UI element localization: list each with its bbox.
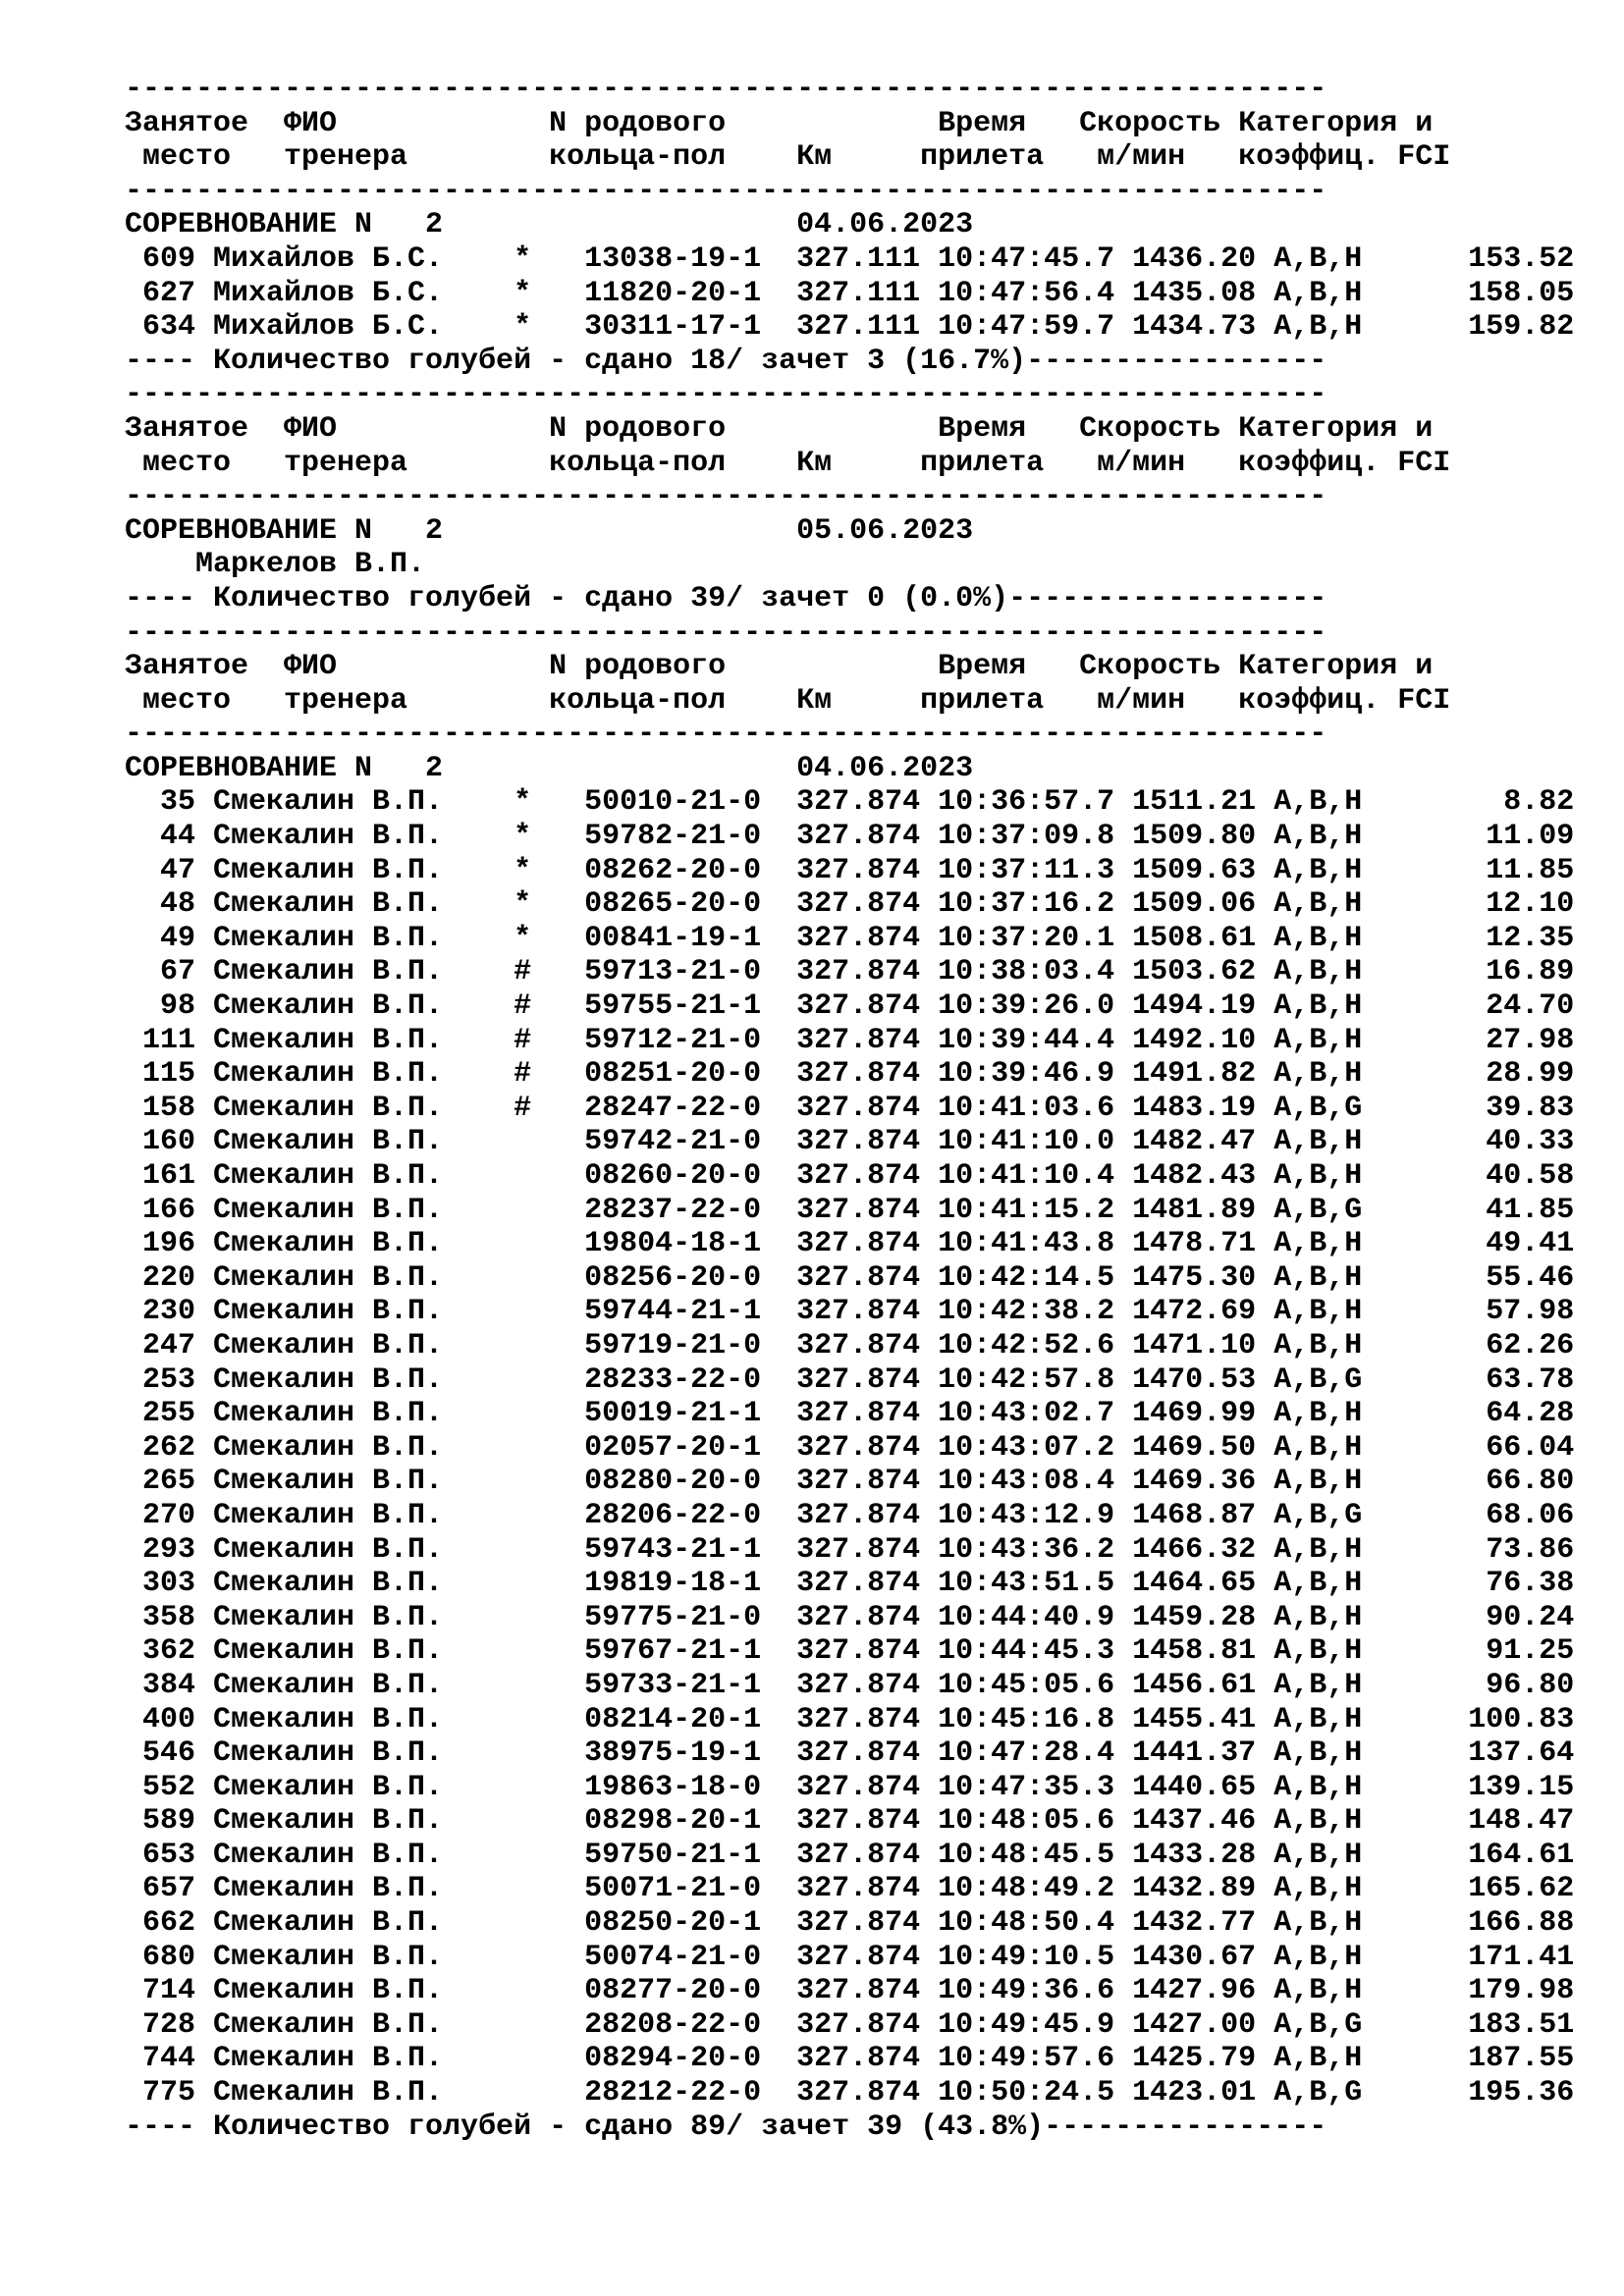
- separator-line: --------------------------------------------------------------------: [125, 718, 1327, 752]
- column-header-line1: Занятое ФИО N родового Время Скорость Категория и: [125, 106, 1434, 140]
- result-row: 35 Смекалин В.П. * 50010-21-0 327.874 10:36:57.7 1511.21 A,B,H 8.82: [125, 785, 1575, 820]
- result-row: 49 Смекалин В.П. * 00841-19-1 327.874 10:37:20.1 1508.61 A,B,H 12.35: [125, 921, 1575, 955]
- result-row: 48 Смекалин В.П. * 08265-20-0 327.874 10:37:16.2 1509.06 A,B,H 12.10: [125, 887, 1575, 922]
- result-row: 552 Смекалин В.П. 19863-18-0 327.874 10:47:35.3 1440.65 A,B,H 139.15: [125, 1770, 1575, 1804]
- result-row: 98 Смекалин В.П. # 59755-21-1 327.874 10:39:26.0 1494.19 A,B,H 24.70: [125, 989, 1575, 1024]
- result-row: 400 Смекалин В.П. 08214-20-1 327.874 10:45:16.8 1455.41 A,B,H 100.83: [125, 1702, 1575, 1736]
- result-row: 589 Смекалин В.П. 08298-20-1 327.874 10:48:05.6 1437.46 A,B,H 148.47: [125, 1804, 1575, 1839]
- result-row: 67 Смекалин В.П. # 59713-21-0 327.874 10:38:03.4 1503.62 A,B,H 16.89: [125, 955, 1575, 989]
- result-row: 158 Смекалин В.П. # 28247-22-0 327.874 10:41:03.6 1483.19 A,B,G 39.83: [125, 1091, 1575, 1125]
- separator-line: --------------------------------------------------------------------: [125, 73, 1327, 106]
- result-row: 728 Смекалин В.П. 28208-22-0 327.874 10:49:45.9 1427.00 A,B,G 183.51: [125, 2007, 1575, 2042]
- result-row: 44 Смекалин В.П. * 59782-21-0 327.874 10:37:09.8 1509.80 A,B,H 11.09: [125, 820, 1575, 854]
- separator-line: --------------------------------------------------------------------: [125, 378, 1327, 412]
- trainer-name-line: Маркелов В.П.: [125, 548, 426, 582]
- result-row: 358 Смекалин В.П. 59775-21-0 327.874 10:44:40.9 1459.28 A,B,H 90.24: [125, 1600, 1575, 1634]
- result-row: 255 Смекалин В.П. 50019-21-1 327.874 10:43:02.7 1469.99 A,B,H 64.28: [125, 1397, 1575, 1431]
- separator-line: --------------------------------------------------------------------: [125, 480, 1327, 514]
- result-row: 744 Смекалин В.П. 08294-20-0 327.874 10:49:57.6 1425.79 A,B,H 187.55: [125, 2042, 1575, 2076]
- result-row: 111 Смекалин В.П. # 59712-21-0 327.874 10:39:44.4 1492.10 A,B,H 27.98: [125, 1023, 1575, 1057]
- result-row: 115 Смекалин В.П. # 08251-20-0 327.874 10:39:46.9 1491.82 A,B,H 28.99: [125, 1057, 1575, 1092]
- column-header-line1: Занятое ФИО N родового Время Скорость Категория и: [125, 411, 1434, 446]
- result-row: 775 Смекалин В.П. 28212-22-0 327.874 10:50:24.5 1423.01 A,B,G 195.36: [125, 2076, 1575, 2110]
- result-row: 662 Смекалин В.П. 08250-20-1 327.874 10:48:50.4 1432.77 A,B,H 166.88: [125, 1906, 1575, 1941]
- result-row: 546 Смекалин В.П. 38975-19-1 327.874 10:47:28.4 1441.37 A,B,H 137.64: [125, 1736, 1575, 1771]
- column-header-line1: Занятое ФИО N родового Время Скорость Категория и: [125, 650, 1434, 684]
- competition-title: СОРЕВНОВАНИЕ N 2 04.06.2023: [125, 751, 974, 785]
- result-row: 714 Смекалин В.П. 08277-20-0 327.874 10:49:36.6 1427.96 A,B,H 179.98: [125, 1974, 1575, 2008]
- result-row: 653 Смекалин В.П. 59750-21-1 327.874 10:48:45.5 1433.28 A,B,H 164.61: [125, 1838, 1575, 1872]
- result-row: 160 Смекалин В.П. 59742-21-0 327.874 10:41:10.0 1482.47 A,B,H 40.33: [125, 1125, 1575, 1159]
- result-row: 634 Михайлов Б.С. * 30311-17-1 327.111 10:47:59.7 1434.73 A,B,H 159.82: [125, 310, 1575, 345]
- result-row: 196 Смекалин В.П. 19804-18-1 327.874 10:41:43.8 1478.71 A,B,H 49.41: [125, 1227, 1575, 1261]
- competition-title: СОРЕВНОВАНИЕ N 2 04.06.2023: [125, 208, 974, 242]
- result-row: 47 Смекалин В.П. * 08262-20-0 327.874 10:37:11.3 1509.63 A,B,H 11.85: [125, 853, 1575, 887]
- result-row: 609 Михайлов Б.С. * 13038-19-1 327.111 10:47:45.7 1436.20 A,B,H 153.52: [125, 241, 1575, 276]
- result-row: 166 Смекалин В.П. 28237-22-0 327.874 10:41:15.2 1481.89 A,B,G 41.85: [125, 1193, 1575, 1227]
- result-row: 265 Смекалин В.П. 08280-20-0 327.874 10:43:08.4 1469.36 A,B,H 66.80: [125, 1465, 1575, 1499]
- result-row: 270 Смекалин В.П. 28206-22-0 327.874 10:43:12.9 1468.87 A,B,G 68.06: [125, 1498, 1575, 1532]
- result-row: 680 Смекалин В.П. 50074-21-0 327.874 10:49:10.5 1430.67 A,B,H 171.41: [125, 1940, 1575, 1974]
- column-header-line2: место тренера кольца-пол Км прилета м/мин коэффиц. FCI: [125, 140, 1451, 175]
- section-summary: ---- Количество голубей - сдано 89/ зачет 39 (43.8%)----------------: [125, 2109, 1327, 2144]
- result-row: 220 Смекалин В.П. 08256-20-0 327.874 10:42:14.5 1475.30 A,B,H 55.46: [125, 1260, 1575, 1295]
- separator-line: --------------------------------------------------------------------: [125, 174, 1327, 208]
- competition-title: СОРЕВНОВАНИЕ N 2 05.06.2023: [125, 513, 974, 548]
- column-header-line2: место тренера кольца-пол Км прилета м/мин коэффиц. FCI: [125, 683, 1451, 718]
- result-row: 293 Смекалин В.П. 59743-21-1 327.874 10:43:36.2 1466.32 A,B,H 73.86: [125, 1532, 1575, 1567]
- result-row: 627 Михайлов Б.С. * 11820-20-1 327.111 10:47:56.4 1435.08 A,B,H 158.05: [125, 276, 1575, 310]
- result-row: 657 Смекалин В.П. 50071-21-0 327.874 10:48:49.2 1432.89 A,B,H 165.62: [125, 1872, 1575, 1906]
- section-summary: ---- Количество голубей - сдано 39/ зачет 0 (0.0%)------------------: [125, 581, 1327, 615]
- result-row: 230 Смекалин В.П. 59744-21-1 327.874 10:42:38.2 1472.69 A,B,H 57.98: [125, 1295, 1575, 1329]
- result-row: 262 Смекалин В.П. 02057-20-1 327.874 10:43:07.2 1469.50 A,B,H 66.04: [125, 1430, 1575, 1465]
- result-row: 384 Смекалин В.П. 59733-21-1 327.874 10:45:05.6 1456.61 A,B,H 96.80: [125, 1668, 1575, 1702]
- separator-line: --------------------------------------------------------------------: [125, 615, 1327, 650]
- result-row: 303 Смекалин В.П. 19819-18-1 327.874 10:43:51.5 1464.65 A,B,H 76.38: [125, 1567, 1575, 1601]
- section-summary: ---- Количество голубей - сдано 18/ зачет 3 (16.7%)-----------------: [125, 344, 1327, 378]
- result-row: 247 Смекалин В.П. 59719-21-0 327.874 10:42:52.6 1471.10 A,B,H 62.26: [125, 1328, 1575, 1362]
- result-row: 161 Смекалин В.П. 08260-20-0 327.874 10:41:10.4 1482.43 A,B,H 40.58: [125, 1159, 1575, 1193]
- result-row: 253 Смекалин В.П. 28233-22-0 327.874 10:42:57.8 1470.53 A,B,G 63.78: [125, 1362, 1575, 1397]
- column-header-line2: место тренера кольца-пол Км прилета м/мин коэффиц. FCI: [125, 446, 1451, 480]
- results-report: [125, 73, 1574, 2144]
- result-row: 362 Смекалин В.П. 59767-21-1 327.874 10:44:45.3 1458.81 A,B,H 91.25: [125, 1634, 1575, 1669]
